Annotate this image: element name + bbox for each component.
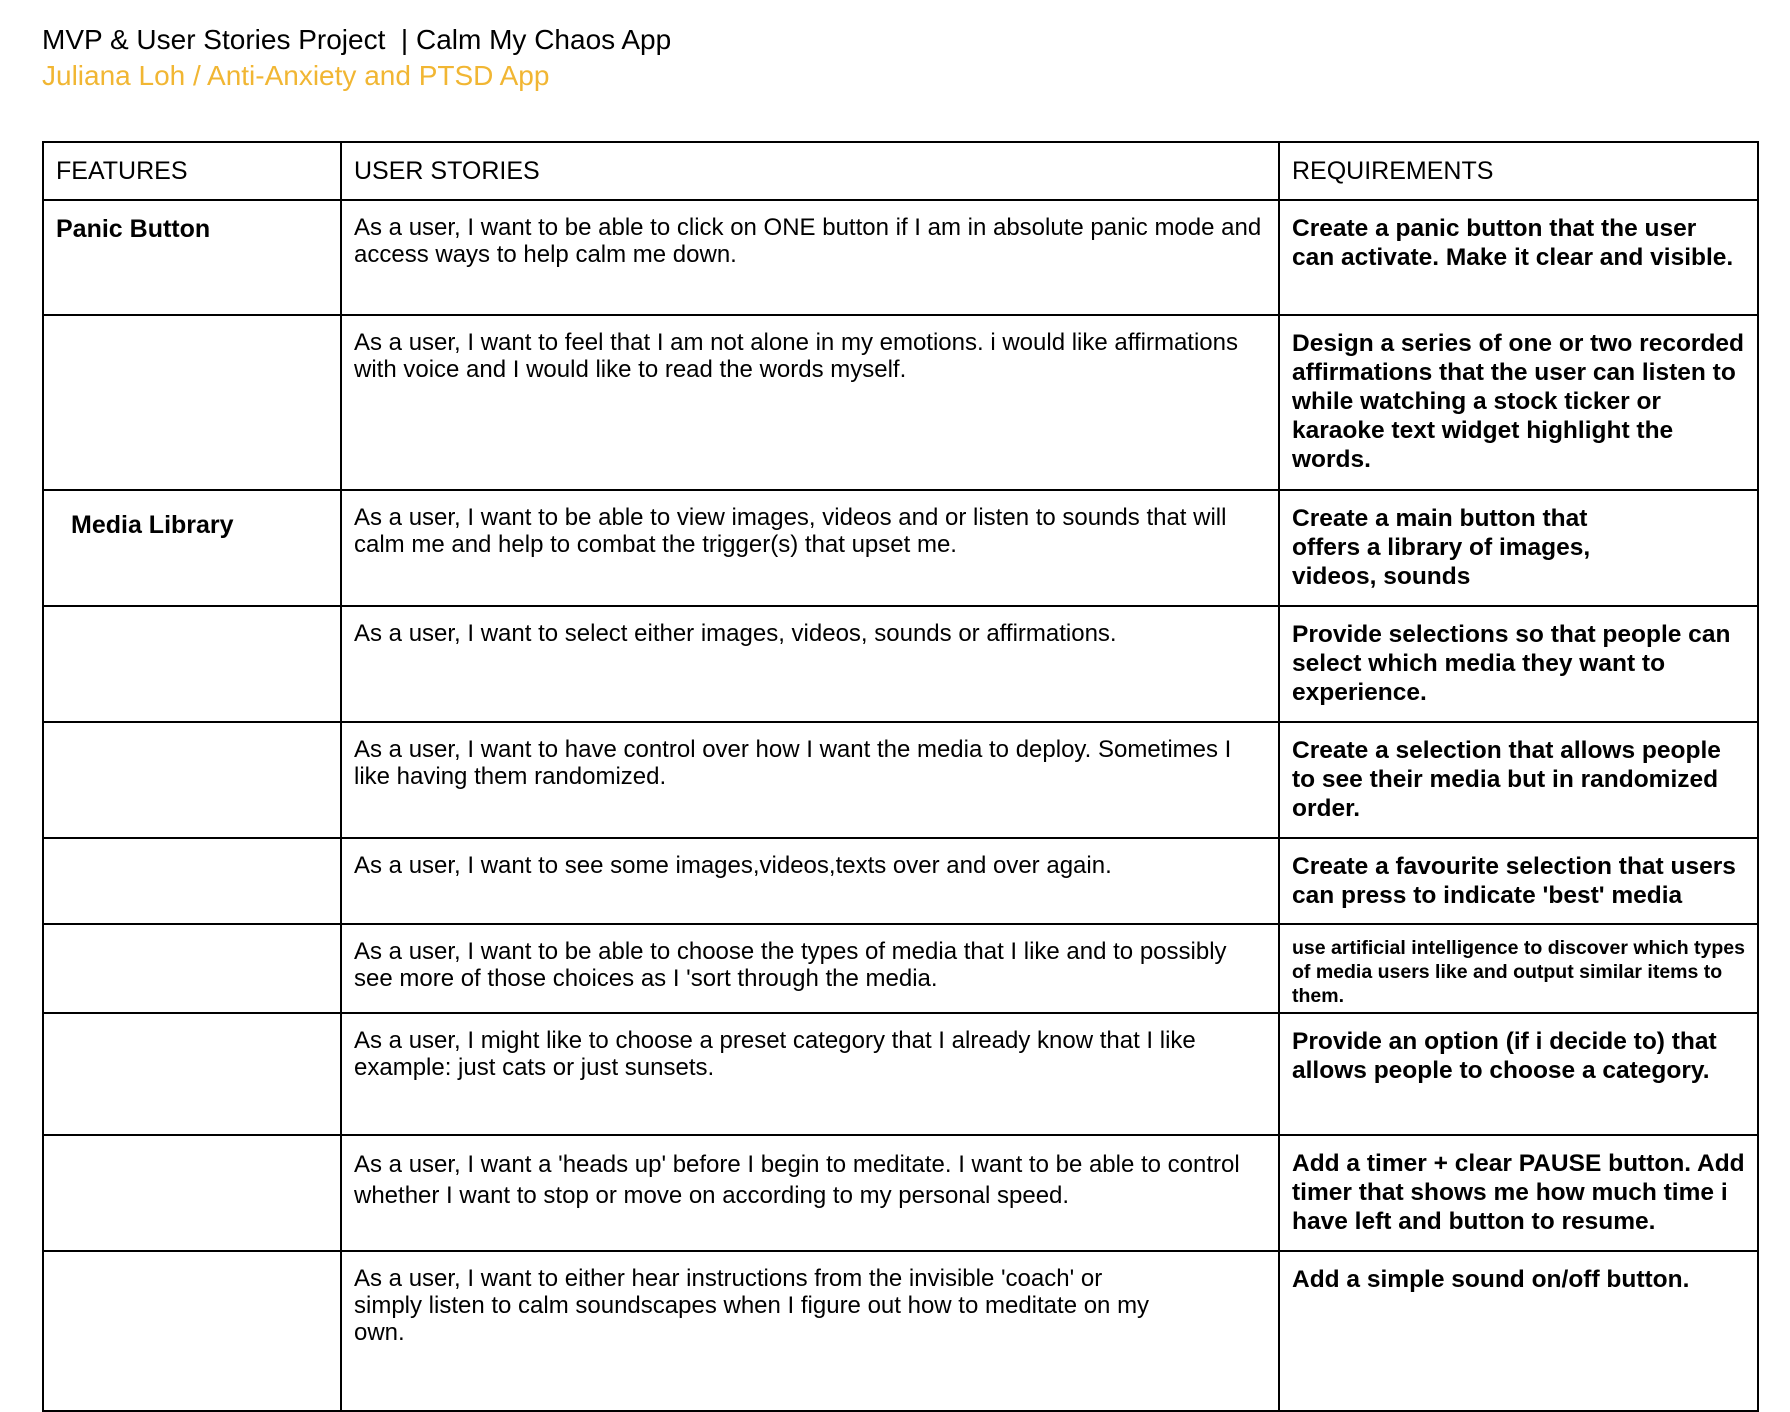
feature-cell: Media Library [43, 490, 341, 606]
table-row [43, 1135, 1758, 1251]
document-subtitle: Juliana Loh / Anti-Anxiety and PTSD App [42, 60, 550, 91]
feature-cell [43, 1251, 341, 1411]
feature-cell: Panic Button [43, 200, 341, 315]
requirement-cell: Create a main button that offers a library of images, videos, sounds [1279, 490, 1758, 606]
table-row [43, 606, 1758, 722]
requirement-cell: Provide an option (if i decide to) that allows people to choose a category. [1279, 1013, 1758, 1135]
feature-cell [43, 924, 341, 1013]
table-row [43, 838, 1758, 924]
table-row [43, 1013, 1758, 1135]
table-row [43, 315, 1758, 490]
table-row [43, 490, 1758, 606]
table-row [43, 1251, 1758, 1411]
feature-cell [43, 1013, 341, 1135]
story-cell: As a user, I want a 'heads up' before I begin to meditate. I want to be able to control whether I want to stop or move on according to my personal speed. [341, 1135, 1279, 1251]
feature-cell [43, 838, 341, 924]
feature-cell [43, 606, 341, 722]
table-row [43, 722, 1758, 838]
document-title: MVP & User Stories Project | Calm My Chaos App [42, 24, 672, 55]
story-cell: As a user, I want to select either images, videos, sounds or affirmations. [341, 606, 1279, 722]
table-header-row [43, 142, 1758, 200]
column-header-user-stories: USER STORIES [341, 142, 1279, 200]
requirement-cell: Provide selections so that people can select which media they want to experience. [1279, 606, 1758, 722]
requirement-cell: Create a selection that allows people to see their media but in randomized order. [1279, 722, 1758, 838]
story-cell: As a user, I might like to choose a preset category that I already know that I like example: just cats or just sunsets. [341, 1013, 1279, 1135]
story-cell: As a user, I want to feel that I am not alone in my emotions. i would like affirmations with voice and I would like to read the words myself. [341, 315, 1279, 490]
story-cell: As a user, I want to either hear instructions from the invisible 'coach' or simply listen to calm soundscapes when I figure out how to meditate on my own. [341, 1251, 1279, 1411]
story-cell: As a user, I want to have control over how I want the media to deploy. Sometimes I like having them randomized. [341, 722, 1279, 838]
story-cell: As a user, I want to be able to view images, videos and or listen to sounds that will calm me and help to combat the trigger(s) that upset me. [341, 490, 1279, 606]
story-cell: As a user, I want to see some images,videos,texts over and over again. [341, 838, 1279, 924]
requirement-cell: Design a series of one or two recorded affirmations that the user can listen to while watching a stock ticker or karaoke text widget highlight the words. [1279, 315, 1758, 490]
requirement-cell: Add a timer + clear PAUSE button. Add timer that shows me how much time i have left and button to resume. [1279, 1135, 1758, 1251]
column-header-features: FEATURES [43, 142, 341, 200]
story-cell: As a user, I want to be able to choose the types of media that I like and to possibly see more of those choices as I 'sort through the media. [341, 924, 1279, 1013]
document-header [42, 22, 671, 94]
feature-cell [43, 315, 341, 490]
feature-cell [43, 1135, 341, 1251]
requirement-cell: Create a favourite selection that users can press to indicate 'best' media [1279, 838, 1758, 924]
requirement-cell: Add a simple sound on/off button. [1279, 1251, 1758, 1411]
story-cell: As a user, I want to be able to click on ONE button if I am in absolute panic mode and access ways to help calm me down. [341, 200, 1279, 315]
table-row [43, 924, 1758, 1013]
user-stories-table [42, 141, 1759, 1412]
feature-cell [43, 722, 341, 838]
table-row [43, 200, 1758, 315]
requirement-cell: Create a panic button that the user can activate. Make it clear and visible. [1279, 200, 1758, 315]
column-header-requirements: REQUIREMENTS [1279, 142, 1758, 200]
requirement-cell: use artificial intelligence to discover which types of media users like and output similar items to them. [1279, 924, 1758, 1013]
